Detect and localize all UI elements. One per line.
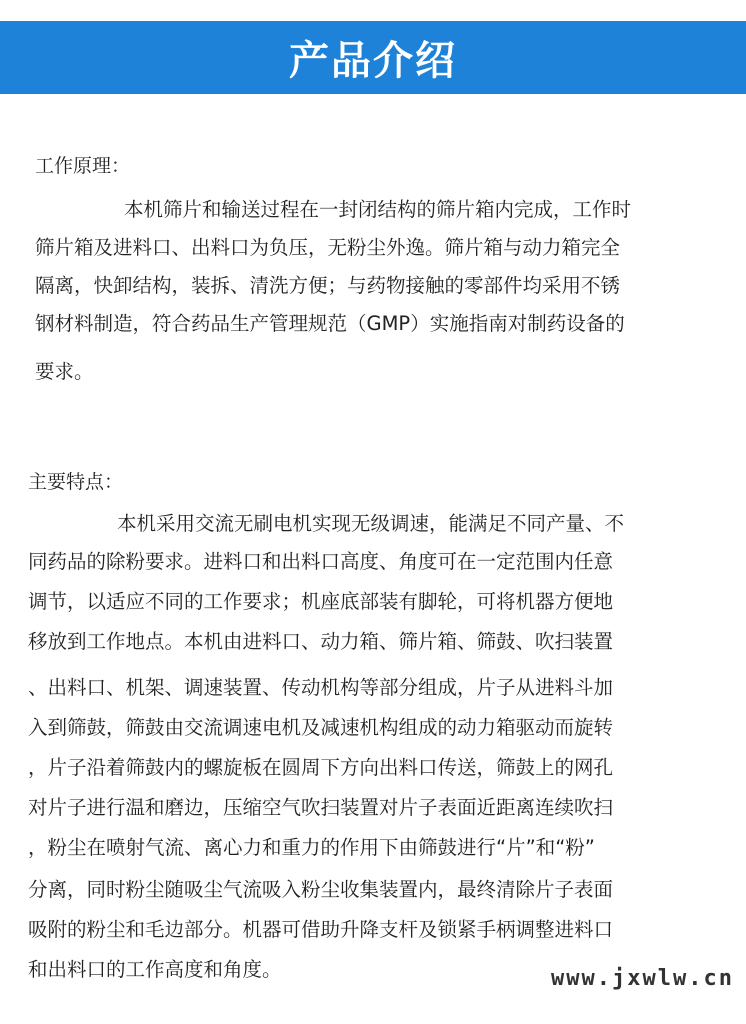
features-line: ，粉尘在喷射气流、离心力和重力的作用下由筛鼓进行“片”和“粉” bbox=[28, 836, 595, 859]
principle-line: 要求。 bbox=[35, 360, 94, 383]
principle-heading: 工作原理： bbox=[35, 155, 131, 177]
title-banner bbox=[0, 21, 746, 94]
features-line: ，片子沿着筛鼓内的螺旋板在圆周下方向出料口传送，筛鼓上的网孔 bbox=[28, 756, 614, 779]
principle-line: 钢材料制造，符合药品生产管理规范（GMP）实施指南对制药设备的 bbox=[35, 312, 625, 335]
principle-line: 筛片箱及进料口、出料口为负压，无粉尘外逸。筛片箱与动力箱完全 bbox=[35, 236, 621, 259]
features-line: 和出料口的工作高度和角度。 bbox=[28, 958, 282, 981]
principle-line: 隔离，快卸结构，装拆、清洗方便；与药物接触的零部件均采用不锈 bbox=[35, 274, 621, 297]
features-heading: 主要特点： bbox=[28, 471, 124, 493]
page-title: 产品介绍 bbox=[289, 38, 457, 84]
features-line: 对片子进行温和磨边，压缩空气吹扫装置对片子表面近距离连续吹扫 bbox=[28, 796, 614, 819]
features-line: 本机采用交流无刷电机实现无级调速，能满足不同产量、不 bbox=[117, 512, 625, 535]
principle-line: 本机筛片和输送过程在一封闭结构的筛片箱内完成，工作时 bbox=[124, 198, 632, 221]
features-line: 吸附的粉尘和毛边部分。机器可借助升降支杆及锁紧手柄调整进料口 bbox=[28, 918, 614, 941]
features-line: 移放到工作地点。本机由进料口、动力箱、筛片箱、筛鼓、吹扫装置 bbox=[28, 630, 614, 653]
features-line: 、出料口、机架、调速装置、传动机构等部分组成，片子从进料斗加 bbox=[28, 676, 614, 699]
features-line: 调节，以适应不同的工作要求；机座底部装有脚轮，可将机器方便地 bbox=[28, 590, 614, 613]
site-watermark: www.jxwlw.cn bbox=[551, 966, 734, 991]
features-line: 入到筛鼓，筛鼓由交流调速电机及减速机构组成的动力箱驱动而旋转 bbox=[28, 716, 614, 739]
features-line: 同药品的除粉要求。进料口和出料口高度、角度可在一定范围内任意 bbox=[28, 550, 614, 573]
features-line: 分离，同时粉尘随吸尘气流吸入粉尘收集装置内，最终清除片子表面 bbox=[28, 878, 614, 901]
